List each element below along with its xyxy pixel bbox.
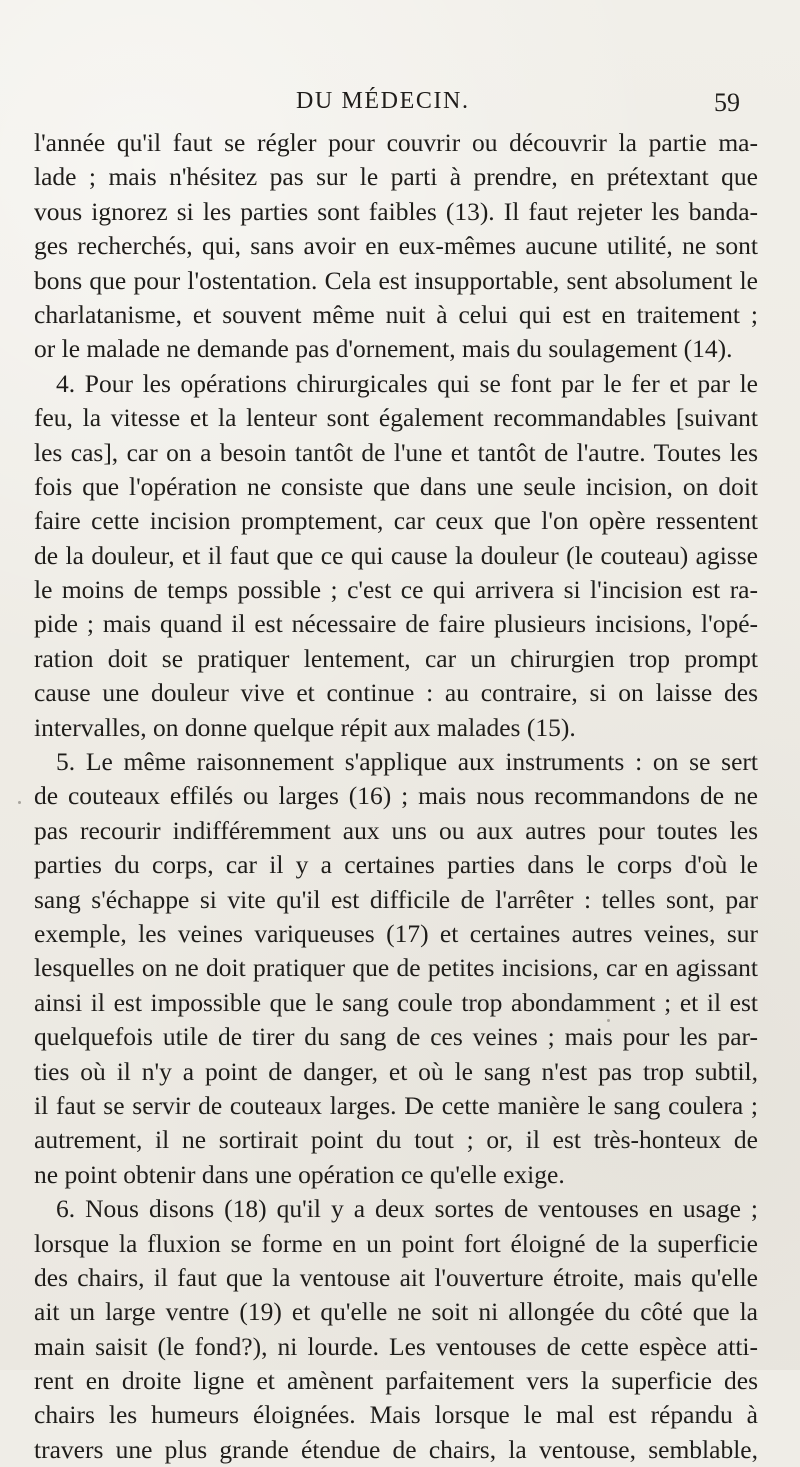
text-line: de couteaux effilés ou larges (16) ; mais nous recommandons de ne — [34, 781, 758, 811]
text-line: lorsque la fluxion se forme en un point fort éloigné de la superficie — [34, 1228, 758, 1258]
paragraph-start-line: 4. Pour les opérations chirurgicales qui se font par le fer et par le — [56, 368, 758, 398]
text-line: ait un large ventre (19) et qu'elle ne soit ni allongée du côté que la — [34, 1297, 758, 1327]
text-line: il faut se servir de couteaux larges. De cette manière le sang coulera ; — [34, 1090, 758, 1120]
text-line: pide ; mais quand il est nécessaire de faire plusieurs incisions, l'opé- — [34, 609, 758, 639]
page-number: 59 — [714, 88, 740, 117]
text-line: quelquefois utile de tirer du sang de ces veines ; mais pour les par- — [34, 1022, 758, 1052]
text-line: lesquelles on ne doit pratiquer que de petites incisions, car en agissant — [34, 953, 758, 983]
text-line: les cas], car on a besoin tantôt de l'une et tantôt de l'autre. Toutes les — [34, 437, 758, 467]
text-line: vous ignorez si les parties sont faibles (13). Il faut rejeter les banda- — [34, 196, 758, 226]
text-line: fois que l'opération ne consiste que dans une seule incision, on doit — [34, 471, 758, 501]
text-line: autrement, il ne sortirait point du tout ; or, il est très-honteux de — [34, 1125, 758, 1155]
page-text — [34, 126, 758, 1467]
paragraph-start-line: 6. Nous disons (18) qu'il y a deux sortes de ventouses en usage ; — [56, 1194, 758, 1224]
paragraph-start-line: 5. Le même raisonnement s'applique aux instruments : on se sert — [56, 747, 758, 777]
text-line: parties du corps, car il y a certaines parties dans le corps d'où le — [34, 850, 758, 880]
text-line: bons que pour l'ostentation. Cela est insupportable, sent absolument le — [34, 265, 758, 295]
text-line: pas recourir indifféremment aux uns ou aux autres pour toutes les — [34, 815, 758, 845]
text-line: ainsi il est impossible que le sang coule trop abondamment ; et il est — [34, 987, 758, 1017]
text-line: ges recherchés, qui, sans avoir en eux-mêmes aucune utilité, ne sont — [34, 231, 758, 261]
paragraph-end-line: intervalles, on donne quelque répit aux malades (15). — [34, 712, 576, 742]
paper-speck — [607, 1019, 610, 1022]
text-line: exemple, les veines variqueuses (17) et certaines autres veines, sur — [34, 918, 758, 948]
text-line: faire cette incision promptement, car ceux que l'on opère ressentent — [34, 506, 758, 536]
text-line: de la douleur, et il faut que ce qui cause la douleur (le couteau) agisse — [34, 540, 758, 570]
paragraph-end-line: ne point obtenir dans une opération ce qu'elle exige. — [34, 1159, 565, 1189]
text-line: charlatanisme, et souvent même nuit à celui qui est en traitement ; — [34, 299, 758, 329]
text-line: le moins de temps possible ; c'est ce qui arrivera si l'incision est ra- — [34, 575, 758, 605]
text-line: ration doit se pratiquer lentement, car un chirurgien trop prompt — [34, 643, 758, 673]
text-line: chairs les humeurs éloignées. Mais lorsque le mal est répandu à — [34, 1400, 758, 1430]
running-title: DU MÉDECIN. — [296, 88, 470, 114]
text-line: travers une plus grande étendue de chairs, la ventouse, semblable, — [34, 1434, 758, 1464]
text-line: ties où il n'y a point de danger, et où le sang n'est pas trop subtil, — [34, 1056, 758, 1086]
text-line: l'année qu'il faut se régler pour couvrir ou découvrir la partie ma- — [34, 128, 758, 157]
text-line: main saisit (le fond?), ni lourde. Les ventouses de cette espèce atti- — [34, 1331, 758, 1361]
text-line: des chairs, il faut que la ventouse ait l'ouverture étroite, mais qu'elle — [34, 1262, 758, 1292]
page-header — [0, 88, 800, 124]
text-line: rent en droite ligne et amènent parfaitement vers la superficie des — [34, 1366, 758, 1396]
text-line: sang s'échappe si vite qu'il est difficile de l'arrêter : telles sont, par — [34, 884, 758, 914]
text-line: cause une douleur vive et continue : au contraire, si on laisse des — [34, 678, 758, 708]
paper-speck — [18, 801, 21, 804]
paragraph-end-line: or le malade ne demande pas d'ornement, mais du soulagement (14). — [34, 334, 733, 364]
text-line: lade ; mais n'hésitez pas sur le parti à prendre, en prétextant que — [34, 162, 758, 192]
text-line: feu, la vitesse et la lenteur sont également recommandables [suivant — [34, 403, 758, 433]
